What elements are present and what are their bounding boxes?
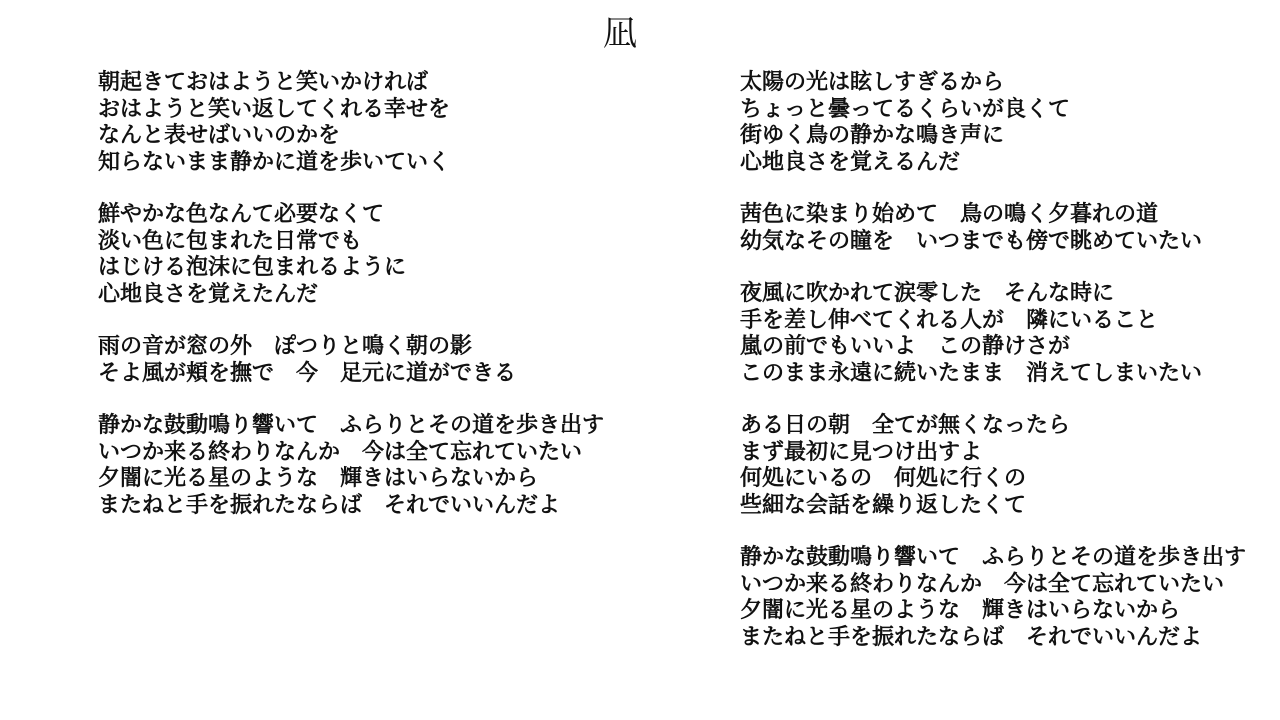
lyric-line: いつか来る終わりなんか 今は全て忘れていたい bbox=[740, 571, 1225, 597]
lyric-line: 些細な会話を繰り返したくて bbox=[740, 492, 1027, 518]
lyric-line: 心地良さを覚えたんだ bbox=[98, 281, 319, 307]
stanza bbox=[98, 202, 718, 308]
lyric-line: ちょっと曇ってるくらいが良くて bbox=[740, 96, 1071, 122]
lyric-line: 夜風に吹かれて涙零した そんな時に bbox=[740, 281, 1115, 306]
lyric-line: 心地良さを覚えるんだ bbox=[740, 149, 961, 175]
lyric-line: そよ風が頬を撫で 今 足元に道ができる bbox=[98, 360, 517, 386]
lyric-line: 街ゆく鳥の静かな鳴き声に bbox=[740, 123, 1005, 148]
lyric-line: 嵐の前でもいいよ この静けさが bbox=[740, 334, 1071, 359]
lyric-line: 幼気なその瞳を いつまでも傍で眺めていたい bbox=[740, 228, 1203, 254]
lyric-line: おはようと笑い返してくれる幸せを bbox=[98, 96, 451, 122]
stanza bbox=[98, 70, 718, 176]
lyric-line: またねと手を振れたならば それでいいんだよ bbox=[740, 624, 1203, 650]
lyric-line: いつか来る終わりなんか 今は全て忘れていたい bbox=[98, 439, 583, 465]
lyric-line: まず最初に見つけ出すよ bbox=[740, 439, 983, 465]
song-title: 凪 bbox=[603, 14, 637, 54]
lyrics-right-column bbox=[740, 70, 1270, 677]
lyric-line: 淡い色に包まれた日常でも bbox=[98, 228, 363, 254]
lyric-line: 静かな鼓動鳴り響いて ふらりとその道を歩き出す bbox=[98, 413, 605, 438]
stanza bbox=[740, 70, 1270, 176]
lyric-line: 静かな鼓動鳴り響いて ふらりとその道を歩き出す bbox=[740, 545, 1247, 570]
lyric-line: 夕闇に光る星のような 輝きはいらないから bbox=[98, 466, 539, 491]
lyric-line: 鮮やかな色なんて必要なくて bbox=[98, 202, 385, 227]
lyric-line: 手を差し伸べてくれる人が 隣にいること bbox=[740, 307, 1159, 333]
lyric-line: またねと手を振れたならば それでいいんだよ bbox=[98, 492, 561, 518]
stanza bbox=[740, 545, 1270, 651]
lyric-line: 知らないまま静かに道を歩いていく bbox=[98, 149, 451, 175]
lyric-line: ある日の朝 全てが無くなったら bbox=[740, 413, 1071, 438]
lyric-line: 何処にいるの 何処に行くの bbox=[740, 466, 1027, 491]
lyric-line: 朝起きておはようと笑いかければ bbox=[98, 70, 429, 95]
stanza bbox=[98, 334, 718, 387]
stanza bbox=[740, 413, 1270, 519]
lyric-line: 茜色に染まり始めて 鳥の鳴く夕暮れの道 bbox=[740, 202, 1159, 227]
lyric-line: このまま永遠に続いたまま 消えてしまいたい bbox=[740, 360, 1203, 386]
lyric-line: 夕闇に光る星のような 輝きはいらないから bbox=[740, 598, 1181, 623]
stanza bbox=[98, 413, 718, 519]
lyric-line: 太陽の光は眩しすぎるから bbox=[740, 70, 1005, 95]
stanza bbox=[740, 281, 1270, 387]
lyric-line: 雨の音が窓の外 ぽつりと鳴く朝の影 bbox=[98, 334, 473, 359]
lyrics-left-column bbox=[98, 70, 718, 545]
lyric-line: なんと表せばいいのかを bbox=[98, 123, 341, 148]
stanza bbox=[740, 202, 1270, 255]
lyric-line: はじける泡沫に包まれるように bbox=[98, 255, 407, 280]
